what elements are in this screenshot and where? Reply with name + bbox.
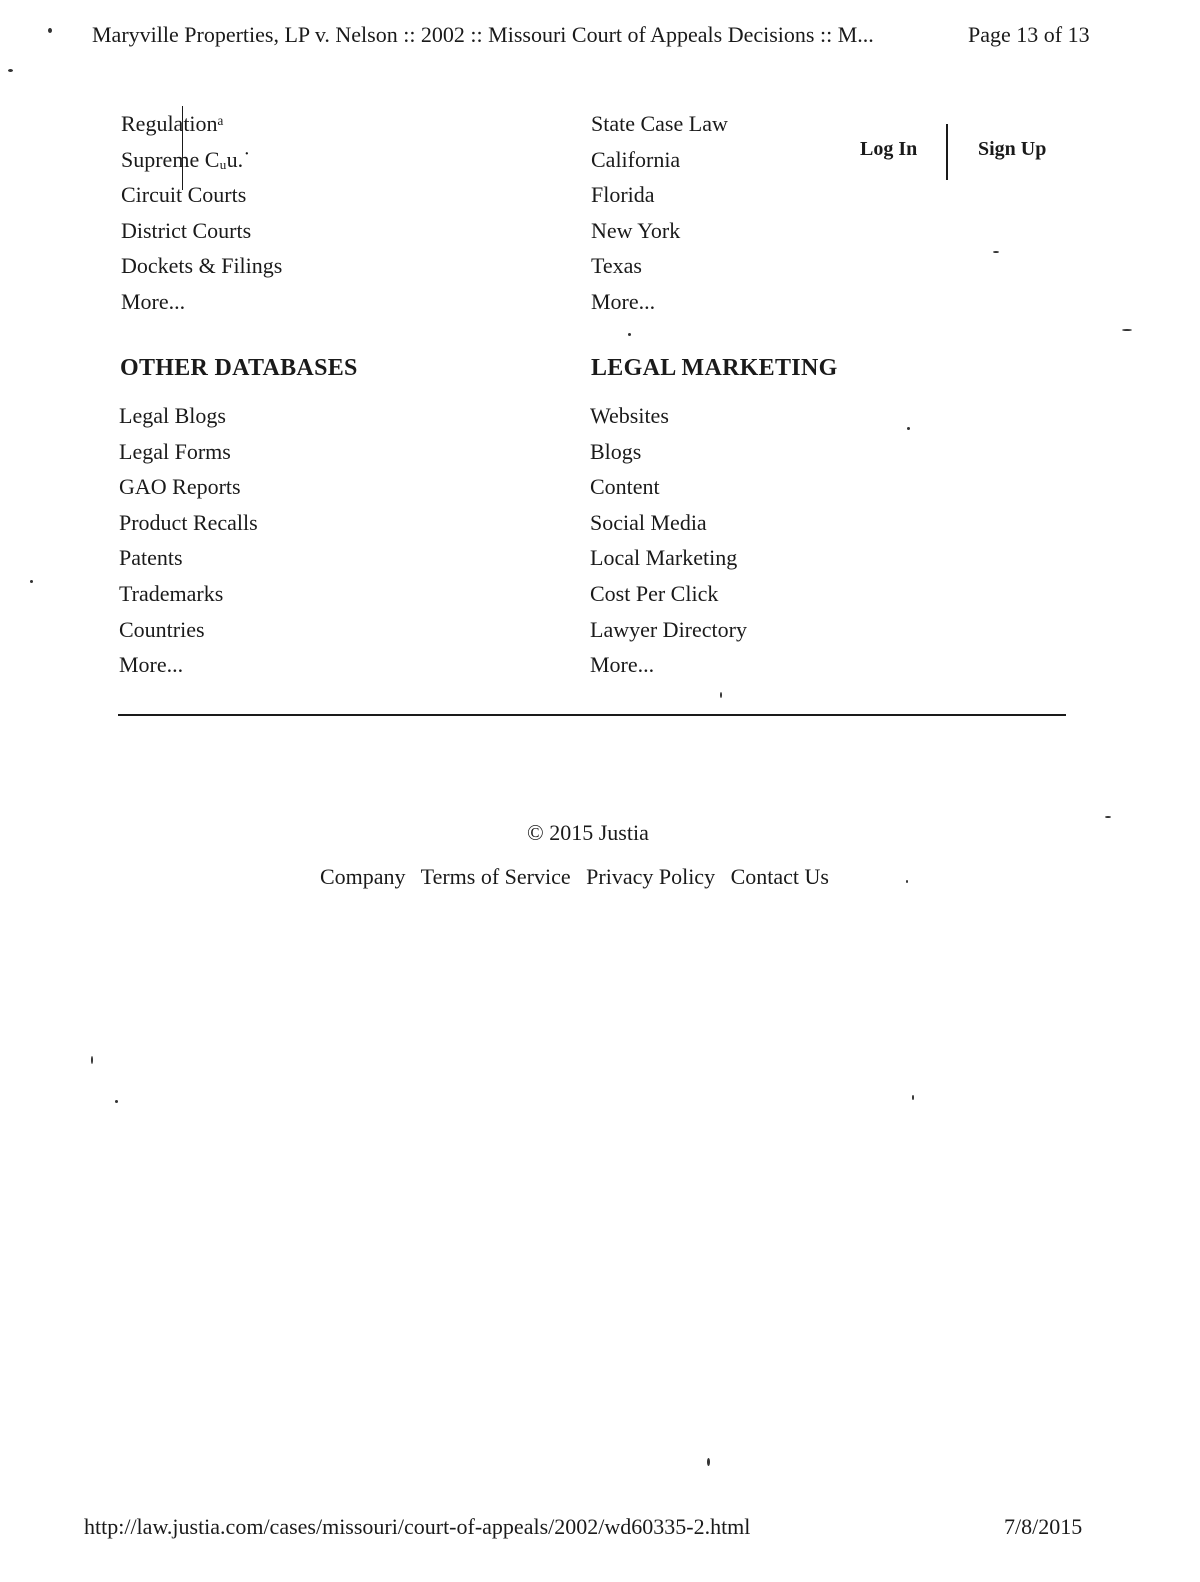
scan-speck [628,333,631,336]
link-regulations[interactable]: Regulationᵃ [121,111,224,136]
footer-link-company[interactable]: Company [320,864,406,889]
link-dockets-filings[interactable]: Dockets & Filings [121,253,283,279]
legal-marketing-column [590,398,747,683]
footer-link-terms[interactable]: Terms of Service [420,864,571,889]
link-lawyer-directory[interactable]: Lawyer Directory [590,616,747,642]
link-blogs[interactable]: Blogs [590,438,642,464]
page-number: Page 13 of 13 [968,22,1090,47]
scan-speck [720,692,722,698]
federal-links-column [121,106,282,320]
link-district-courts[interactable]: District Courts [121,217,252,243]
footer-link-privacy[interactable]: Privacy Policy [586,864,716,889]
link-state-case-law[interactable]: State Case Law [591,111,728,136]
login-link[interactable]: Log In [860,138,918,160]
link-california[interactable]: California [591,146,681,172]
scan-speck [707,1458,710,1466]
link-countries[interactable]: Countries [119,616,205,642]
print-url: http://law.justia.com/cases/missouri/court-of-appeals/2002/wd60335-2.html [84,1514,751,1539]
link-trademarks[interactable]: Trademarks [119,580,224,606]
link-websites[interactable]: Websites [590,403,669,428]
link-cost-per-click[interactable]: Cost Per Click [590,580,719,606]
link-social-media[interactable]: Social Media [590,509,707,535]
scan-speck [115,1100,118,1103]
scan-speck [8,69,13,72]
link-florida[interactable]: Florida [591,182,655,208]
scan-speck [1105,816,1111,818]
link-state-more[interactable]: More... [591,288,656,314]
link-legal-forms[interactable]: Legal Forms [119,438,231,464]
print-date: 7/8/2015 [1004,1514,1083,1539]
link-databases-more[interactable]: More... [119,652,184,678]
footer-links [320,864,839,890]
signup-link[interactable]: Sign Up [978,138,1047,160]
print-header [92,22,1102,54]
link-legal-blogs[interactable]: Legal Blogs [119,403,226,428]
scan-speck [906,880,908,883]
scan-speck [993,251,999,253]
link-circuit-courts[interactable]: Circuit Courts [121,182,247,208]
auth-divider [946,124,948,180]
scan-speck [1122,329,1132,331]
scan-speck [912,1095,914,1100]
copyright-text: © 2015 Justia [527,820,649,845]
link-content[interactable]: Content [590,474,660,500]
link-texas[interactable]: Texas [591,253,642,279]
other-databases-column [119,398,258,683]
state-links-column [591,106,728,320]
other-databases-heading: OTHER DATABASES [120,355,358,381]
document-title: Maryville Properties, LP v. Nelson :: 2002 :: Missouri Court of Appeals Decisions :: M... [92,22,874,47]
link-local-marketing[interactable]: Local Marketing [590,545,738,571]
link-gao-reports[interactable]: GAO Reports [119,474,241,500]
scan-speck [907,427,910,430]
scan-speck [91,1056,93,1064]
link-patents[interactable]: Patents [119,545,183,571]
footer-divider [118,714,1066,716]
link-supreme-court[interactable]: Supreme Cᵤu.˙ [121,146,251,172]
link-product-recalls[interactable]: Product Recalls [119,509,258,535]
scan-speck [30,580,33,583]
scan-speck [48,28,52,33]
legal-marketing-heading: LEGAL MARKETING [591,355,838,381]
link-marketing-more[interactable]: More... [590,652,655,678]
link-new-york[interactable]: New York [591,217,681,243]
link-federal-more[interactable]: More... [121,288,186,314]
footer-link-contact[interactable]: Contact Us [730,864,829,889]
